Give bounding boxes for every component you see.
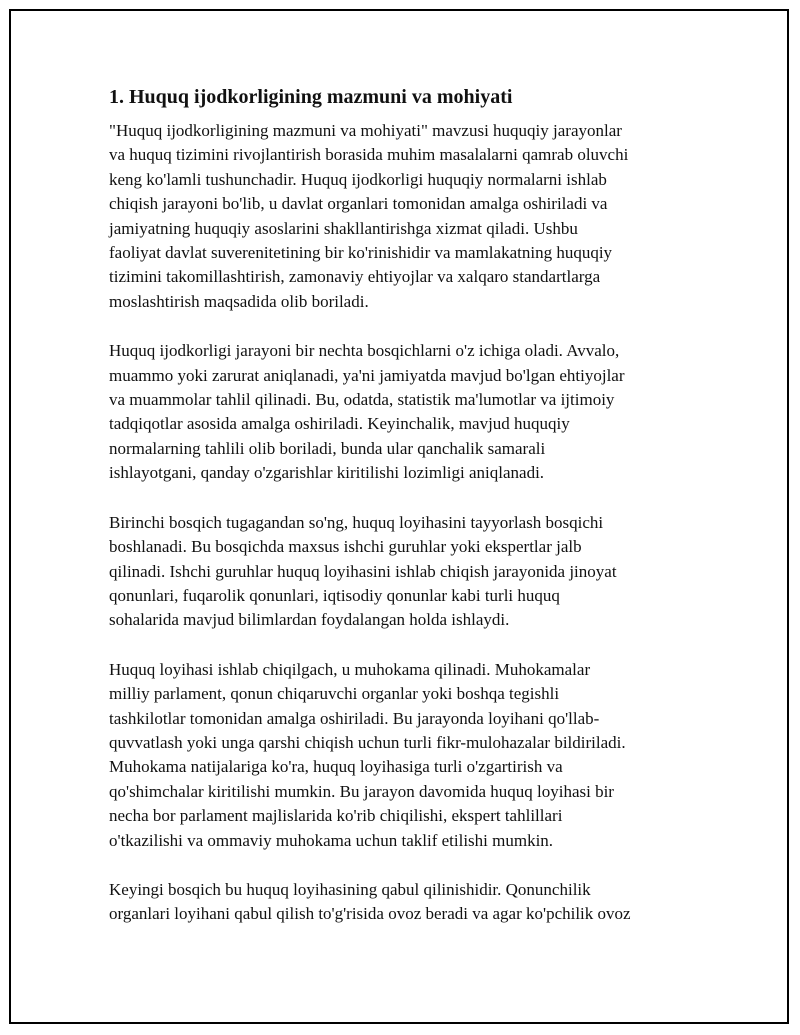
text-line: sohalarida mavjud bilimlardan foydalangan holda ishlaydi. — [109, 610, 510, 630]
text-line: tadqiqotlar asosida amalga oshiriladi. Keyinchalik, mavjud huquqiy — [109, 414, 570, 434]
paragraph — [109, 658, 685, 853]
paragraph — [109, 119, 685, 314]
text-line: Huquq loyihasi ishlab chiqilgach, u muhokama qilinadi. Muhokamalar — [109, 659, 591, 679]
paragraph — [109, 511, 685, 633]
text-line: necha bor parlament majlislarida ko'rib chiqilishi, ekspert tahlillari — [109, 806, 563, 826]
paragraph — [109, 339, 685, 485]
text-line: keng ko'lamli tushunchadir. Huquq ijodkorligi huquqiy normalarni ishlab — [109, 169, 607, 189]
text-line: tizimini takomillashtirish, zamonaviy ehtiyojlar va xalqaro standartlarga — [109, 267, 601, 287]
text-line: normalarning tahlili olib boriladi, bunda ular qanchalik samarali — [109, 438, 546, 458]
text-line: Huquq ijodkorligi jarayoni bir nechta bosqichlarni o'z ichiga oladi. Avvalo, — [109, 341, 620, 361]
text-line: qonunlari, fuqarolik qonunlari, iqtisodiy qonunlar kabi turli huquq — [109, 585, 560, 605]
text-line: moslashtirish maqsadida olib boriladi. — [109, 291, 369, 311]
text-line: va huquq tizimini rivojlantirish borasida muhim masalalarni qamrab oluvchi — [109, 145, 629, 165]
text-line: quvvatlash yoki unga qarshi chiqish uchun turli fikr-mulohazalar bildiriladi. — [109, 732, 626, 752]
text-line: "Huquq ijodkorligining mazmuni va mohiyati" mavzusi huquqiy jarayonlar — [109, 121, 622, 140]
text-line: Muhokama natijalariga ko'ra, huquq loyihasiga turli o'zgartirish va — [109, 757, 563, 777]
text-line: Keyingi bosqich bu huquq loyihasining qabul qilinishidir. Qonunchilik — [109, 879, 591, 899]
section-heading: 1. Huquq ijodkorligining mazmuni va mohiyati — [109, 86, 513, 108]
text-line: faoliyat davlat suverenitetining bir ko'rinishidir va mamlakatning huquqiy — [109, 243, 613, 263]
text-line: qilinadi. Ishchi guruhlar huquq loyihasini ishlab chiqish jarayonida jinoyat — [109, 561, 617, 581]
text-line: Birinchi bosqich tugagandan so'ng, huquq loyihasini tayyorlash bosqichi — [109, 512, 604, 532]
text-line: qo'shimchalar kiritilishi mumkin. Bu jarayon davomida huquq loyihasi bir — [109, 781, 614, 801]
text-line: muammo yoki zarurat aniqlanadi, ya'ni jamiyatda mavjud bo'lgan ehtiyojlar — [109, 365, 625, 385]
text-line: chiqish jarayoni bo'lib, u davlat organlari tomonidan amalga oshiriladi va — [109, 194, 608, 214]
text-line: milliy parlament, qonun chiqaruvchi organlar yoki boshqa tegishli — [109, 684, 560, 704]
text-line: va muammolar tahlil qilinadi. Bu, odatda, statistik ma'lumotlar va ijtimoiy — [109, 390, 615, 410]
text-line: boshlanadi. Bu bosqichda maxsus ishchi guruhlar yoki ekspertlar jalb — [109, 537, 582, 557]
text-line: ishlayotgani, qanday o'zgarishlar kiritilishi lozimligi aniqlanadi. — [109, 463, 545, 483]
document-body — [109, 84, 685, 952]
text-line: organlari loyihani qabul qilish to'g'risida ovoz beradi va agar ko'pchilik ovoz — [109, 904, 631, 924]
text-line: o'tkazilishi va ommaviy muhokama uchun taklif etilishi mumkin. — [109, 830, 554, 850]
text-line: jamiyatning huquqiy asoslarini shakllantirishga xizmat qiladi. Ushbu — [109, 218, 578, 238]
text-line: tashkilotlar tomonidan amalga oshiriladi. Bu jarayonda loyihani qo'llab- — [109, 708, 600, 728]
paragraph — [109, 878, 685, 927]
